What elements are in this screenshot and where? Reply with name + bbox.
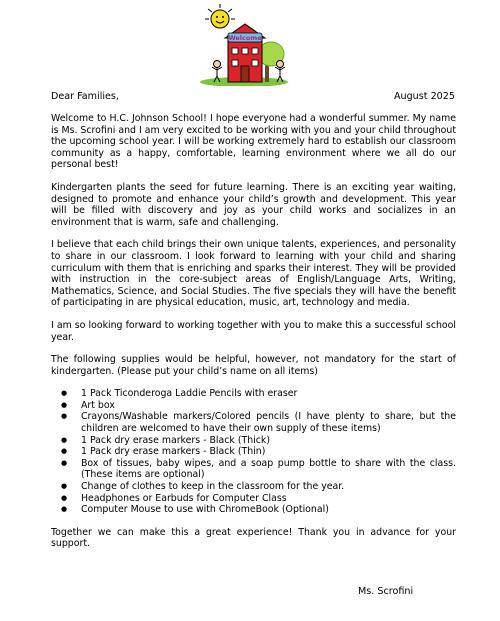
welcome-sign-text: Welcome — [228, 34, 262, 42]
supply-item: ● 1 Pack dry erase markers - Black (Thin) — [81, 446, 456, 458]
supply-item: ● Headphones or Earbuds for Computer Class — [81, 493, 456, 505]
signature: Ms. Scrofini — [358, 586, 414, 597]
sun-icon — [205, 4, 235, 28]
letter-body — [51, 113, 456, 561]
supply-item: ● Box of tissues, baby wipes, and a soap pump bottle to share with the class. (These items are optional) — [81, 458, 456, 481]
supply-item: ● Art box — [81, 400, 456, 412]
supply-item: ● 1 Pack Ticonderoga Laddie Pencils with eraser — [81, 388, 456, 400]
letter-date: August 2025 — [393, 91, 455, 102]
school-welcome-clipart — [192, 4, 298, 86]
supply-item: ● 1 Pack dry erase markers - Black (Thick) — [81, 435, 456, 447]
paragraph-closing: Together we can make this a great experience! Thank you in advance for your support. — [51, 526, 456, 550]
supply-item: ● Computer Mouse to use with ChromeBook (Optional) — [81, 504, 456, 516]
paragraph-kindergarten: Kindergarten plants the seed for future learning. There is an exciting year waiting, designed to promote and enhance your child’s growth and development. This year will be filled with discovery and joy as your child works and socializes in an environment that is warm, safe and challenging. — [51, 181, 456, 228]
supplies-list — [51, 388, 456, 516]
supply-item: ● Crayons/Washable markers/Colored pencils (I have plenty to share, but the children are welcomed to have their own supply of these items) — [81, 411, 456, 434]
paragraph-beliefs: I believe that each child brings their own unique talents, experiences, and personality to share in our classroom. I look forward to learning with your child and sharing curriculum with them that is enriching and sparks their interest. They will be provided with instruction in the core-subject areas of English/Language Arts, Writing, Mathematics, Science, and Social Studies. The five specials they will have the benefit of participating in are physical education, music, art, technology and media. — [51, 239, 456, 309]
greeting: Dear Families, — [51, 91, 119, 102]
letter-header — [51, 91, 455, 103]
paragraph-looking-forward: I am so looking forward to working together with you to make this a successful school year. — [51, 319, 456, 343]
paragraph-welcome: Welcome to H.C. Johnson School! I hope everyone had a wonderful summer. My name is Ms. Scrofini and I am very excited to be working with you and your child throughout the upcoming school year. I will be working extremely hard to establish our classroom community as a happy, comfortable, learning environment where we all do our personal best! — [51, 113, 456, 171]
paragraph-supplies-intro: The following supplies would be helpful, however, not mandatory for the start of kindergarten. (Please put your child’s name on all items) — [51, 354, 456, 377]
supply-item: ● Change of clothes to keep in the classroom for the year. — [81, 481, 456, 493]
